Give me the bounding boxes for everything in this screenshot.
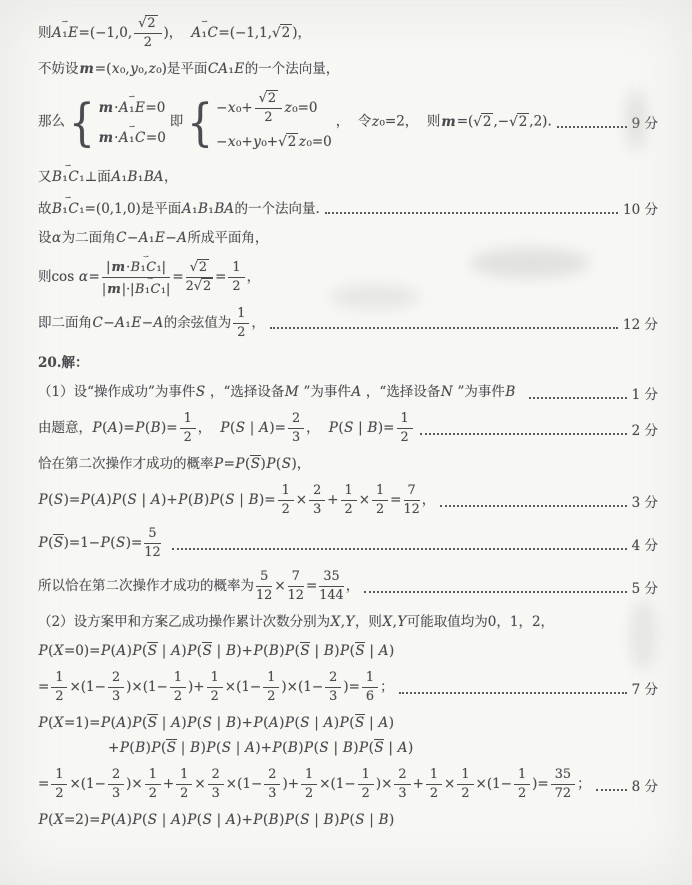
- fraction: $\frac{7}{12}$: [287, 569, 304, 604]
- fraction: $\frac{1}{2}$: [207, 670, 223, 705]
- overbar-complement: S: [355, 643, 365, 660]
- solution-line-6: [38, 228, 658, 249]
- fraction: $\frac{5}{12}$: [144, 526, 161, 561]
- vector-arrow: ⇀ B₁C₁: [134, 274, 166, 297]
- line-content: 故 ⇀ B₁C₁=(0,1,0)是平面A₁B₁BA的一个法向量.: [38, 196, 320, 220]
- dotted-leader: [364, 589, 626, 593]
- fraction: $\frac{1}{2}$: [514, 767, 530, 802]
- vector-arrow: ⇀ A₁C: [118, 121, 146, 147]
- overbar-complement: S: [374, 740, 384, 757]
- line-content: （1）设“操作成功”为事件S ，“选择设备M ”为事件A ，“选择设备N ”为事件B: [38, 384, 516, 401]
- score-label: 3 分: [631, 494, 658, 511]
- overbar-complement: S: [166, 740, 177, 757]
- solution-line-17: [38, 641, 658, 662]
- fraction: $\frac{2}{3}$: [264, 767, 280, 802]
- fraction: $\frac{2}{3}$: [394, 767, 410, 802]
- fraction: $\frac{1}{2}$: [228, 260, 244, 295]
- score-label: 8 分: [631, 778, 658, 795]
- fraction: $\frac{√2}{2}$: [134, 16, 161, 51]
- fraction: $\frac{35}{72}$: [551, 767, 575, 802]
- dotted-leader: [440, 503, 626, 507]
- dotted-leader: [270, 325, 618, 329]
- fraction: $\frac{1}{2}$: [176, 767, 192, 802]
- fraction: $\frac{2}{3}$: [309, 483, 325, 518]
- fraction: |m· ⇀ B₁C₁| |m|·| ⇀ B₁C₁|: [101, 252, 171, 297]
- bold-vector-m: m: [107, 281, 121, 297]
- dotted-leader: [557, 124, 627, 128]
- sqrt-radical: √2: [258, 91, 277, 107]
- sqrt-radical: √2: [193, 278, 212, 294]
- line-content: 所以恰在第二次操作才成功的概率为 $\frac{5}{12}$ × $\frac{7}{12}$ = $\frac{35}{144}$ ，: [38, 569, 360, 604]
- line-content: P(X=2)=P(A)P(S | A)P(S | A)+P(B)P(S | B)P(S | B): [38, 812, 395, 829]
- left-brace: {: [69, 91, 95, 152]
- fraction: $\frac{1}{2}$: [51, 767, 67, 802]
- sqrt-radical: √2: [138, 16, 156, 31]
- sqrt-radical: √2: [278, 134, 297, 151]
- line-content: 20.解：: [38, 355, 89, 372]
- line-content: 又 ⇀ B₁C₁⊥面A₁B₁BA，: [38, 164, 178, 188]
- line-content: P(X=0)=P(A)P(S | A)P(S | B)+P(B)P(S | B)P(S | A): [38, 643, 395, 660]
- fraction: $\frac{√2}{2}$: [255, 91, 282, 126]
- line-content: 不妨设m=(x₀,y₀,z₀)是平面CA₁E的一个法向量，: [38, 61, 340, 78]
- fraction: $\frac{1}{2}$: [457, 767, 473, 802]
- dotted-leader: [529, 395, 626, 399]
- dotted-leader: [596, 787, 627, 791]
- line-content: = $\frac{1}{2}$ ×(1− $\frac{2}{3}$ )× $\frac{1}{2}$ + $\frac{1}{2}$ × $\frac{2}{3}$ ×(1− $\frac{2}{3}$ )+ $\frac{1}{2}$ ×(1− $\frac{1}{2}$ )× $\frac{2}{3}$ + $\frac{1}{2}$ × $\frac{1}{2}$ ×(1− $\frac{1}{2}$ )= $\frac{35}{72}$ ；: [38, 767, 591, 802]
- overbar-complement: S: [53, 535, 64, 552]
- sqrt-radical: √2: [473, 113, 492, 130]
- vector-arrow: ⇀ B₁C₁: [52, 192, 85, 217]
- score-label: 2 分: [631, 422, 658, 439]
- fraction: $\frac{1}{2}$: [263, 670, 279, 705]
- line-content: 由题意，P(A)=P(B)= $\frac{1}{2}$ ， P(S | A)= $\frac{2}{3}$ ， P(S | B)= $\frac{1}{2}$: [38, 411, 415, 446]
- solution-line-9: [38, 353, 658, 374]
- line-content: P(S)=P(A)P(S | A)+P(B)P(S | B)= $\frac{1}{2}$ × $\frac{2}{3}$ + $\frac{1}{2}$ × $\frac{1}{2}$ = $\frac{7}{12}$ ，: [38, 483, 436, 518]
- solution-line-15: [38, 569, 658, 604]
- line-content: 则 ⇀ A₁E=(−1,0, $\frac{√2}{2}$ )， ⇀ A₁C=(−1,1,√2 )，: [38, 16, 312, 51]
- score-label: 1 分: [631, 386, 658, 403]
- line-content: = $\frac{1}{2}$ ×(1− $\frac{2}{3}$ )×(1− $\frac{1}{2}$ )+ $\frac{1}{2}$ ×(1− $\frac{1}{2}$ )×(1− $\frac{2}{3}$ )= $\frac{1}{6}$ ；: [38, 670, 394, 705]
- line-content: +P(B)P(S | B)P(S | A)+P(B)P(S | B)P(S | A): [108, 740, 414, 757]
- line-content: 设α为二面角C−A₁E−A所成平面角，: [38, 229, 269, 246]
- solution-line-11: [38, 411, 658, 446]
- fraction: $\frac{1}{2}$: [180, 411, 196, 446]
- bold-vector-m: m: [98, 130, 114, 147]
- fraction: $\frac{1}{2}$: [233, 306, 249, 341]
- dotted-leader: [172, 546, 627, 550]
- solution-line-14: [38, 526, 658, 561]
- solution-line-10: [38, 382, 658, 403]
- overbar-complement: S: [147, 715, 158, 732]
- overbar-complement: S: [300, 643, 310, 660]
- sqrt-radical: √2: [189, 259, 208, 275]
- left-brace: {: [187, 91, 214, 152]
- solution-line-4: [38, 160, 658, 188]
- overbar-complement: S: [202, 643, 212, 660]
- score-label: 7 分: [631, 681, 658, 698]
- bold-vector-m: m: [79, 61, 94, 78]
- line-content: P(S)=1−P(S)= $\frac{5}{12}$: [38, 526, 161, 561]
- fraction: $\frac{1}{2}$: [397, 411, 413, 446]
- solution-line-22: [38, 810, 658, 831]
- fraction: $\frac{2}{3}$: [108, 767, 124, 802]
- sqrt-radical: √2: [272, 25, 291, 42]
- solution-line-19: [38, 713, 658, 734]
- fraction: $\frac{1}{2}$: [301, 767, 317, 802]
- dotted-leader: [399, 690, 627, 694]
- bold-vector-m: m: [441, 113, 456, 130]
- solution-line-16: [38, 612, 658, 633]
- fraction: $\frac{1}{6}$: [362, 670, 378, 705]
- fraction: $\frac{1}{2}$: [358, 767, 374, 802]
- solution-line-3: [38, 88, 658, 156]
- solution-line-20: [38, 738, 658, 759]
- line-content: （2）设方案甲和方案乙成功操作累计次数分别为X,Y，则X,Y可能取值均为0，1，2，: [38, 614, 555, 631]
- equation-system: { m· ⇀ A₁E=0 m· ⇀ A₁C=0: [69, 91, 166, 152]
- dotted-leader: [325, 210, 618, 214]
- sqrt-radical: √2: [509, 113, 528, 130]
- line-content: 则cos α= |m· ⇀ B₁C₁| |m|·| ⇀ B₁C₁| = $\frac{√2}{2√2}$ = $\frac{1}{2}$ ，: [38, 252, 261, 297]
- fraction: $\frac{5}{12}$: [256, 569, 273, 604]
- line-content: 那么 { m· ⇀ A₁E=0 m· ⇀ A₁C=0 即 { −x₀+ $\frac{√2}{2}$ z₀=0 −x₀+y₀+√2 z₀=0 ， 令z₀=2， 则m=(√2 ,−√2 ,2).: [38, 88, 552, 156]
- score-label: 9 分: [631, 116, 658, 133]
- solution-line-13: [38, 483, 658, 518]
- overbar-complement: S: [147, 643, 158, 660]
- fraction: $\frac{1}{2}$: [426, 767, 442, 802]
- fraction: $\frac{2}{3}$: [325, 670, 341, 705]
- bold-vector-m: m: [111, 259, 126, 275]
- solution-line-8: [38, 306, 658, 341]
- fraction: $\frac{1}{2}$: [51, 670, 67, 705]
- overbar-complement: S: [250, 456, 261, 473]
- fraction: $\frac{1}{2}$: [145, 767, 161, 802]
- solution-line-5: [38, 192, 658, 220]
- vector-arrow: ⇀ A₁E: [52, 16, 79, 42]
- fraction: $\frac{√2}{2√2}$: [185, 259, 212, 294]
- equation-system: { −x₀+ $\frac{√2}{2}$ z₀=0 −x₀+y₀+√2 z₀=0: [187, 91, 332, 152]
- solution-line-21: [38, 767, 658, 802]
- vector-arrow: ⇀ B₁C₁: [52, 160, 85, 186]
- line-content: 即二面角C−A₁E−A的余弦值为 $\frac{1}{2}$ ，: [38, 305, 265, 340]
- score-label: 10 分: [623, 201, 658, 218]
- solution-line-18: [38, 670, 658, 705]
- fraction: $\frac{1}{2}$: [278, 483, 294, 518]
- line-content: P(X=1)=P(A)P(S | A)P(S | B)+P(A)P(S | A)P(S | A): [38, 715, 394, 732]
- solution-line-7: [38, 252, 658, 298]
- fraction: $\frac{2}{3}$: [208, 767, 224, 802]
- fraction: $\frac{7}{12}$: [403, 483, 420, 518]
- solution-line-2: [38, 59, 658, 80]
- vector-arrow: ⇀ A₁C: [191, 16, 218, 42]
- bold-vector-m: m: [98, 100, 114, 117]
- solution-line-12: [38, 454, 658, 475]
- score-label: 4 分: [631, 537, 658, 554]
- score-label: 5 分: [631, 580, 658, 597]
- overbar-complement: S: [355, 715, 365, 732]
- fraction: $\frac{1}{2}$: [170, 670, 186, 705]
- fraction: $\frac{2}{3}$: [108, 670, 124, 705]
- dotted-leader: [420, 431, 627, 435]
- fraction: $\frac{2}{3}$: [288, 411, 304, 446]
- fraction: $\frac{1}{2}$: [341, 483, 357, 518]
- fraction: $\frac{35}{144}$: [319, 569, 344, 604]
- vector-arrow: ⇀ B₁C₁: [130, 252, 162, 275]
- solution-line-1: [38, 16, 658, 51]
- line-content: 恰在第二次操作才成功的概率P=P(S)P(S)，: [38, 456, 311, 473]
- fraction: $\frac{1}{2}$: [372, 483, 388, 518]
- vector-arrow: ⇀ A₁E: [118, 92, 145, 117]
- score-label: 12 分: [623, 317, 658, 334]
